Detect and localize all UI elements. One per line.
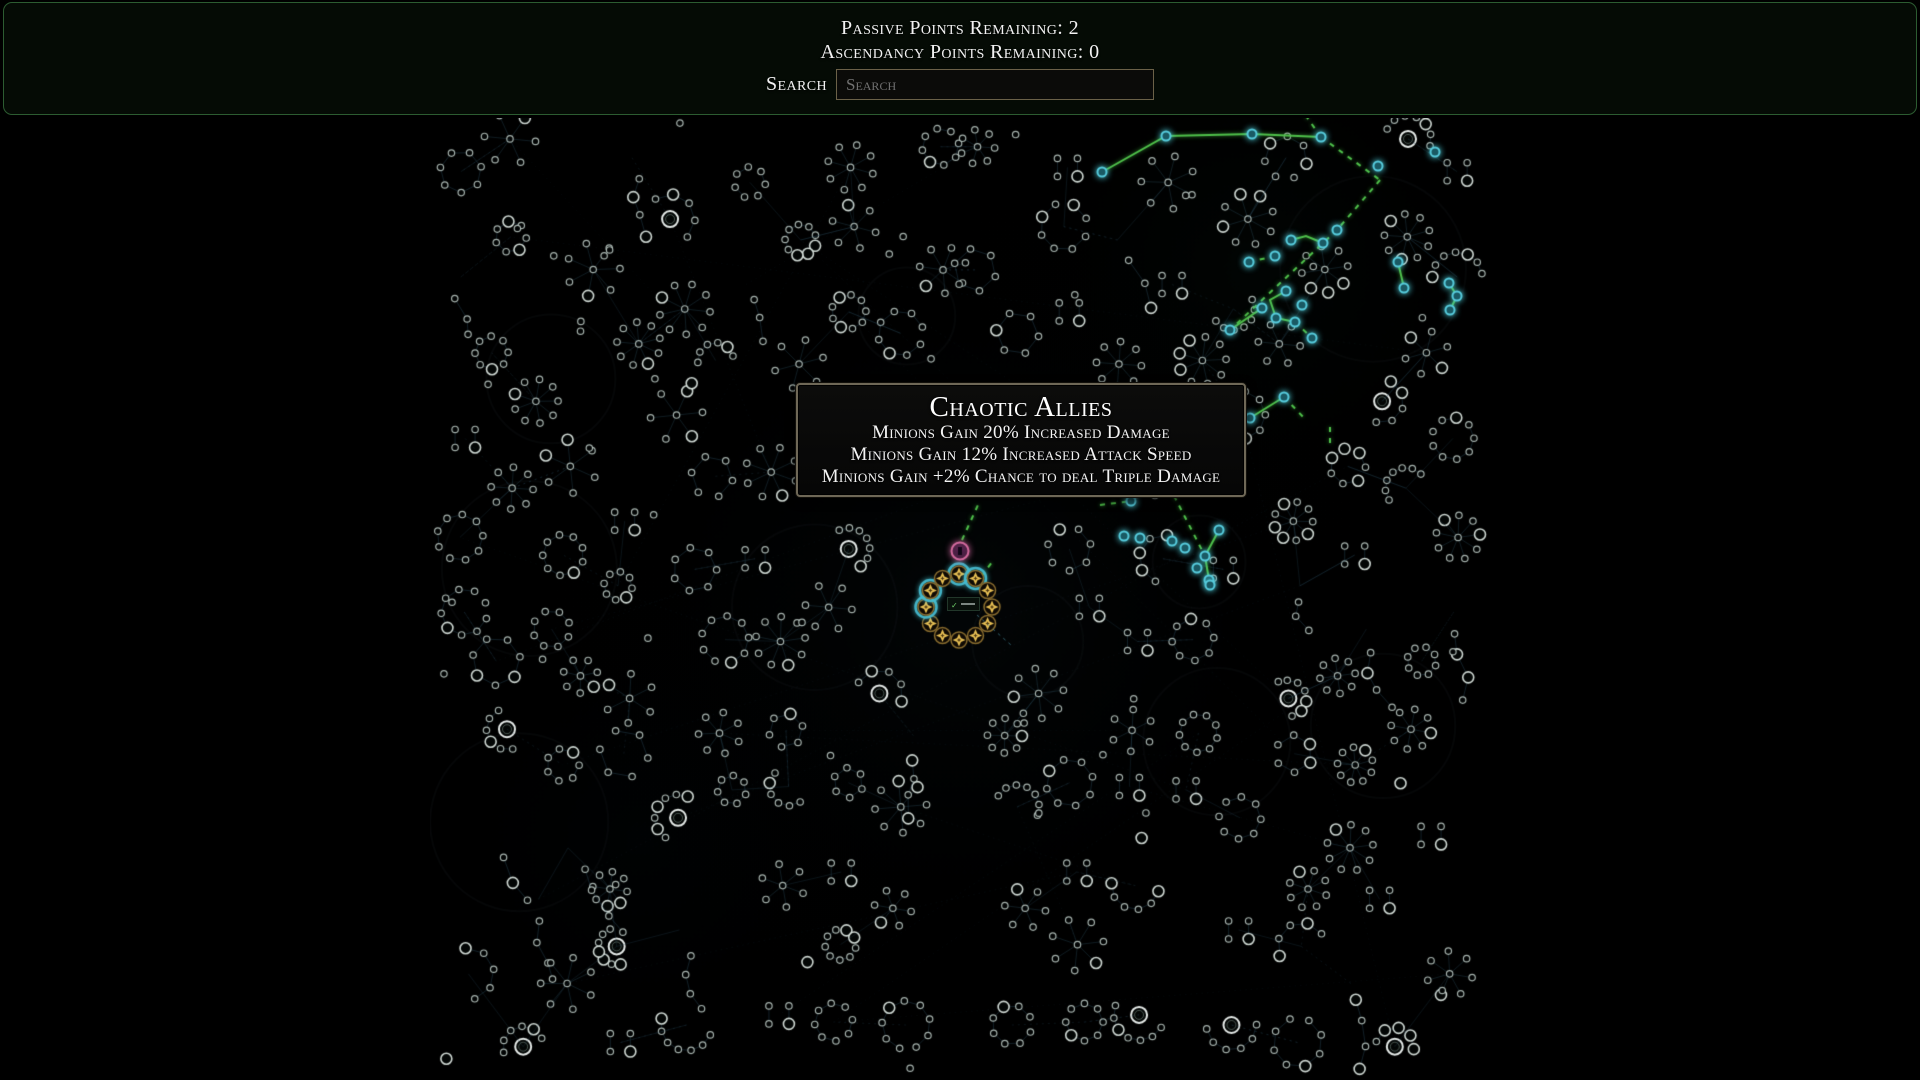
center-marker bbox=[947, 597, 980, 611]
search-input[interactable] bbox=[836, 69, 1154, 100]
class-start-node[interactable] bbox=[948, 539, 972, 563]
search-row bbox=[766, 69, 1154, 100]
tooltip-line-2: Minions Gain 12% Increased Attack Speed bbox=[850, 444, 1192, 465]
tooltip-line-1: Minions Gain 20% Increased Damage bbox=[872, 422, 1170, 443]
passive-points-text: Passive Points Remaining: 2 bbox=[841, 17, 1079, 39]
ascendancy-points-text: Ascendancy Points Remaining: 0 bbox=[820, 41, 1100, 63]
check-icon bbox=[951, 595, 958, 613]
header-panel bbox=[3, 2, 1917, 115]
search-label: Search bbox=[766, 73, 827, 95]
tooltip-line-3: Minions Gain +2% Chance to deal Triple Damage bbox=[821, 466, 1221, 487]
node-tooltip bbox=[796, 383, 1246, 497]
tooltip-title: Chaotic Allies bbox=[929, 391, 1113, 423]
marker-dash bbox=[961, 603, 975, 605]
